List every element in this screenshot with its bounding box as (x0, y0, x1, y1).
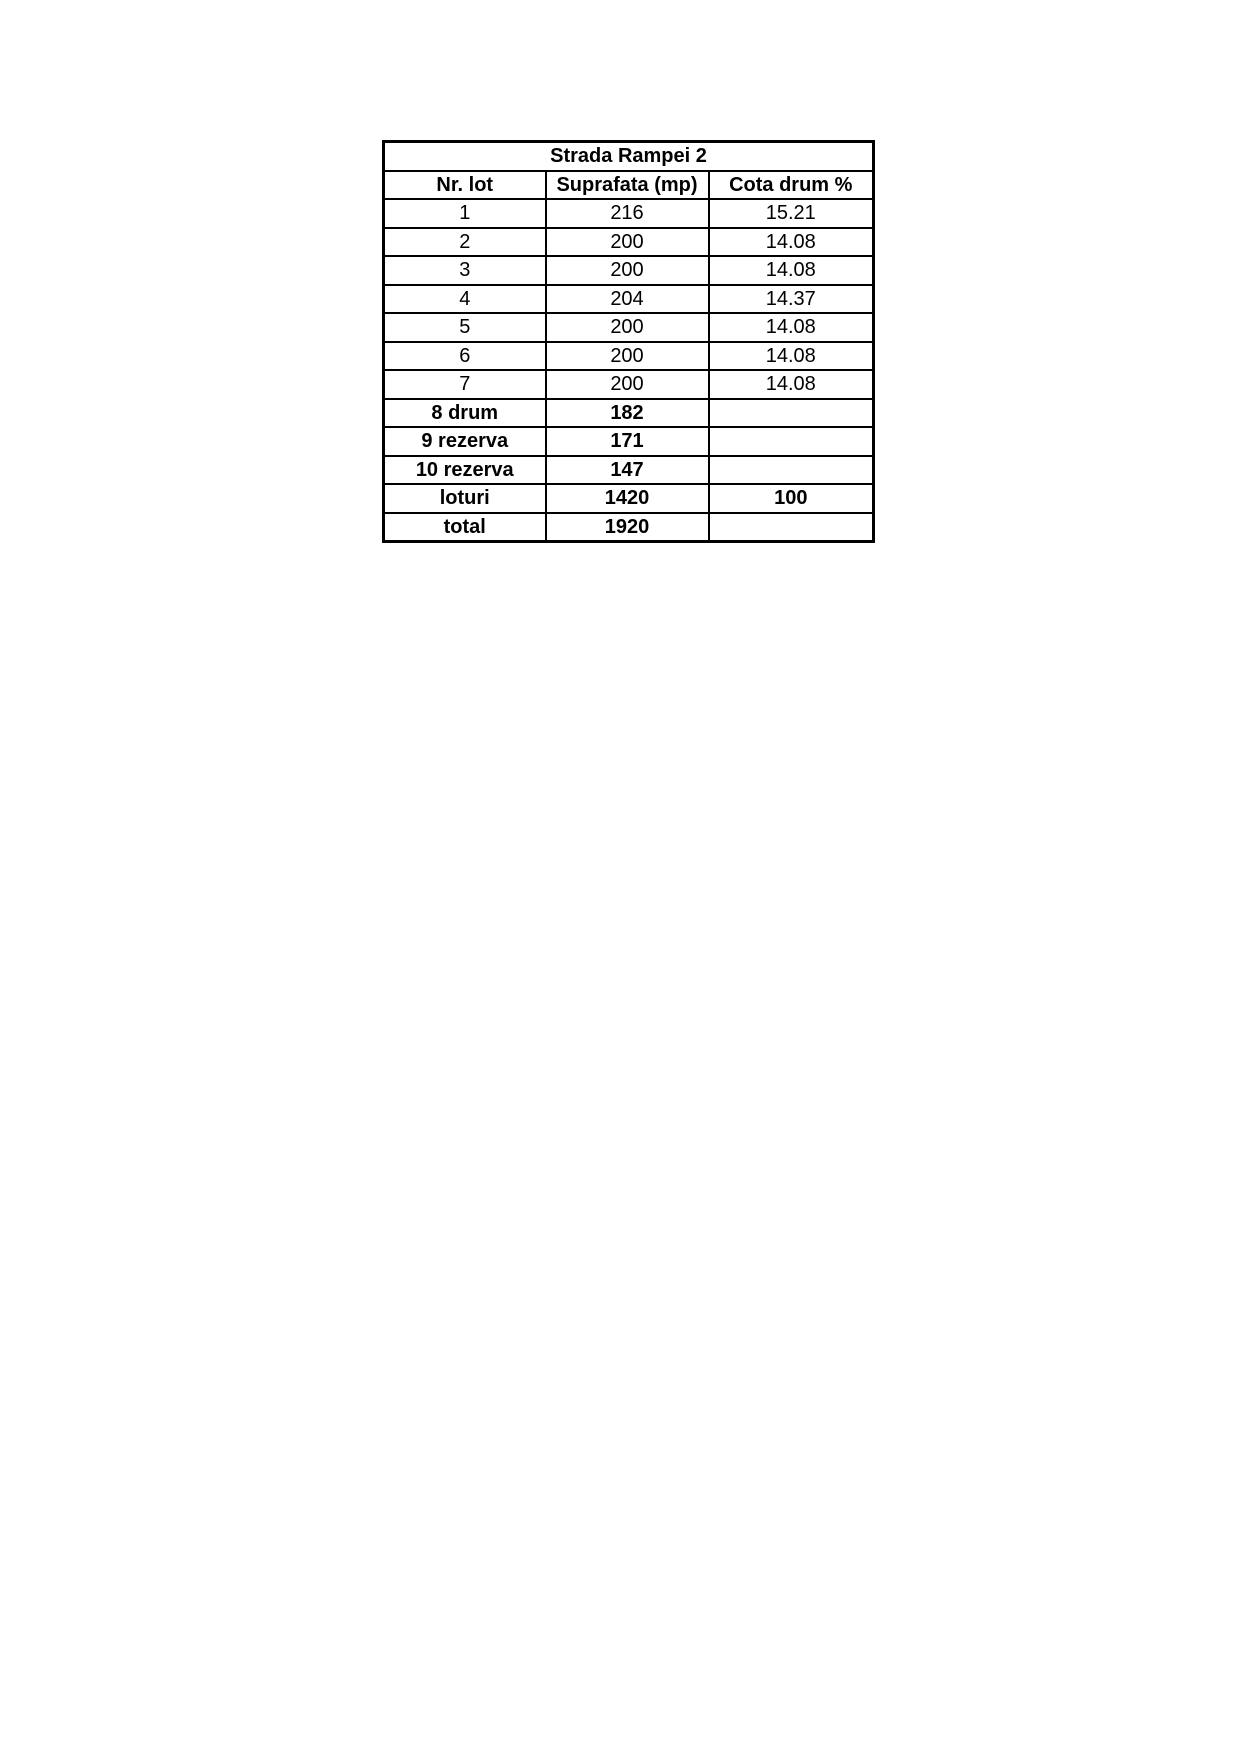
cell-suprafata: 147 (546, 456, 709, 485)
table-row (384, 456, 874, 485)
cell-cota-drum: 14.08 (709, 256, 874, 285)
table-body (384, 199, 874, 542)
table-row (384, 342, 874, 371)
cell-cota-drum: 100 (709, 484, 874, 513)
cell-suprafata: 200 (546, 313, 709, 342)
cell-cota-drum: 14.37 (709, 285, 874, 314)
table-row (384, 513, 874, 542)
cell-cota-drum (709, 513, 874, 542)
cell-nr-lot: 4 (384, 285, 546, 314)
cell-suprafata: 1420 (546, 484, 709, 513)
cell-nr-lot: 9 rezerva (384, 427, 546, 456)
cell-cota-drum: 14.08 (709, 228, 874, 257)
cell-cota-drum (709, 427, 874, 456)
table-row (384, 228, 874, 257)
cell-nr-lot: 8 drum (384, 399, 546, 428)
cell-suprafata: 204 (546, 285, 709, 314)
cell-cota-drum: 14.08 (709, 342, 874, 371)
cell-suprafata: 171 (546, 427, 709, 456)
cell-suprafata: 200 (546, 370, 709, 399)
table-row (384, 427, 874, 456)
header-cota-drum: Cota drum % (709, 171, 874, 200)
cell-nr-lot: 10 rezerva (384, 456, 546, 485)
cell-suprafata: 216 (546, 199, 709, 228)
cell-nr-lot: loturi (384, 484, 546, 513)
cell-cota-drum: 14.08 (709, 313, 874, 342)
cell-nr-lot: 7 (384, 370, 546, 399)
table-row (384, 285, 874, 314)
header-suprafata: Suprafata (mp) (546, 171, 709, 200)
cell-nr-lot: 2 (384, 228, 546, 257)
table-row (384, 484, 874, 513)
cell-nr-lot: 3 (384, 256, 546, 285)
cell-suprafata: 200 (546, 256, 709, 285)
document-sheet (382, 140, 872, 543)
cell-cota-drum (709, 456, 874, 485)
table-title-row (384, 142, 874, 171)
cell-nr-lot: 1 (384, 199, 546, 228)
cell-nr-lot: 5 (384, 313, 546, 342)
header-nr-lot: Nr. lot (384, 171, 546, 200)
cell-cota-drum: 14.08 (709, 370, 874, 399)
cell-cota-drum: 15.21 (709, 199, 874, 228)
cell-suprafata: 200 (546, 342, 709, 371)
cell-cota-drum (709, 399, 874, 428)
table-row (384, 399, 874, 428)
table-row (384, 370, 874, 399)
table-header-row (384, 171, 874, 200)
table-row (384, 199, 874, 228)
table-row (384, 256, 874, 285)
cell-suprafata: 200 (546, 228, 709, 257)
lot-table (382, 140, 875, 543)
cell-nr-lot: 6 (384, 342, 546, 371)
cell-nr-lot: total (384, 513, 546, 542)
table-row (384, 313, 874, 342)
table-title: Strada Rampei 2 (384, 142, 874, 171)
cell-suprafata: 182 (546, 399, 709, 428)
cell-suprafata: 1920 (546, 513, 709, 542)
